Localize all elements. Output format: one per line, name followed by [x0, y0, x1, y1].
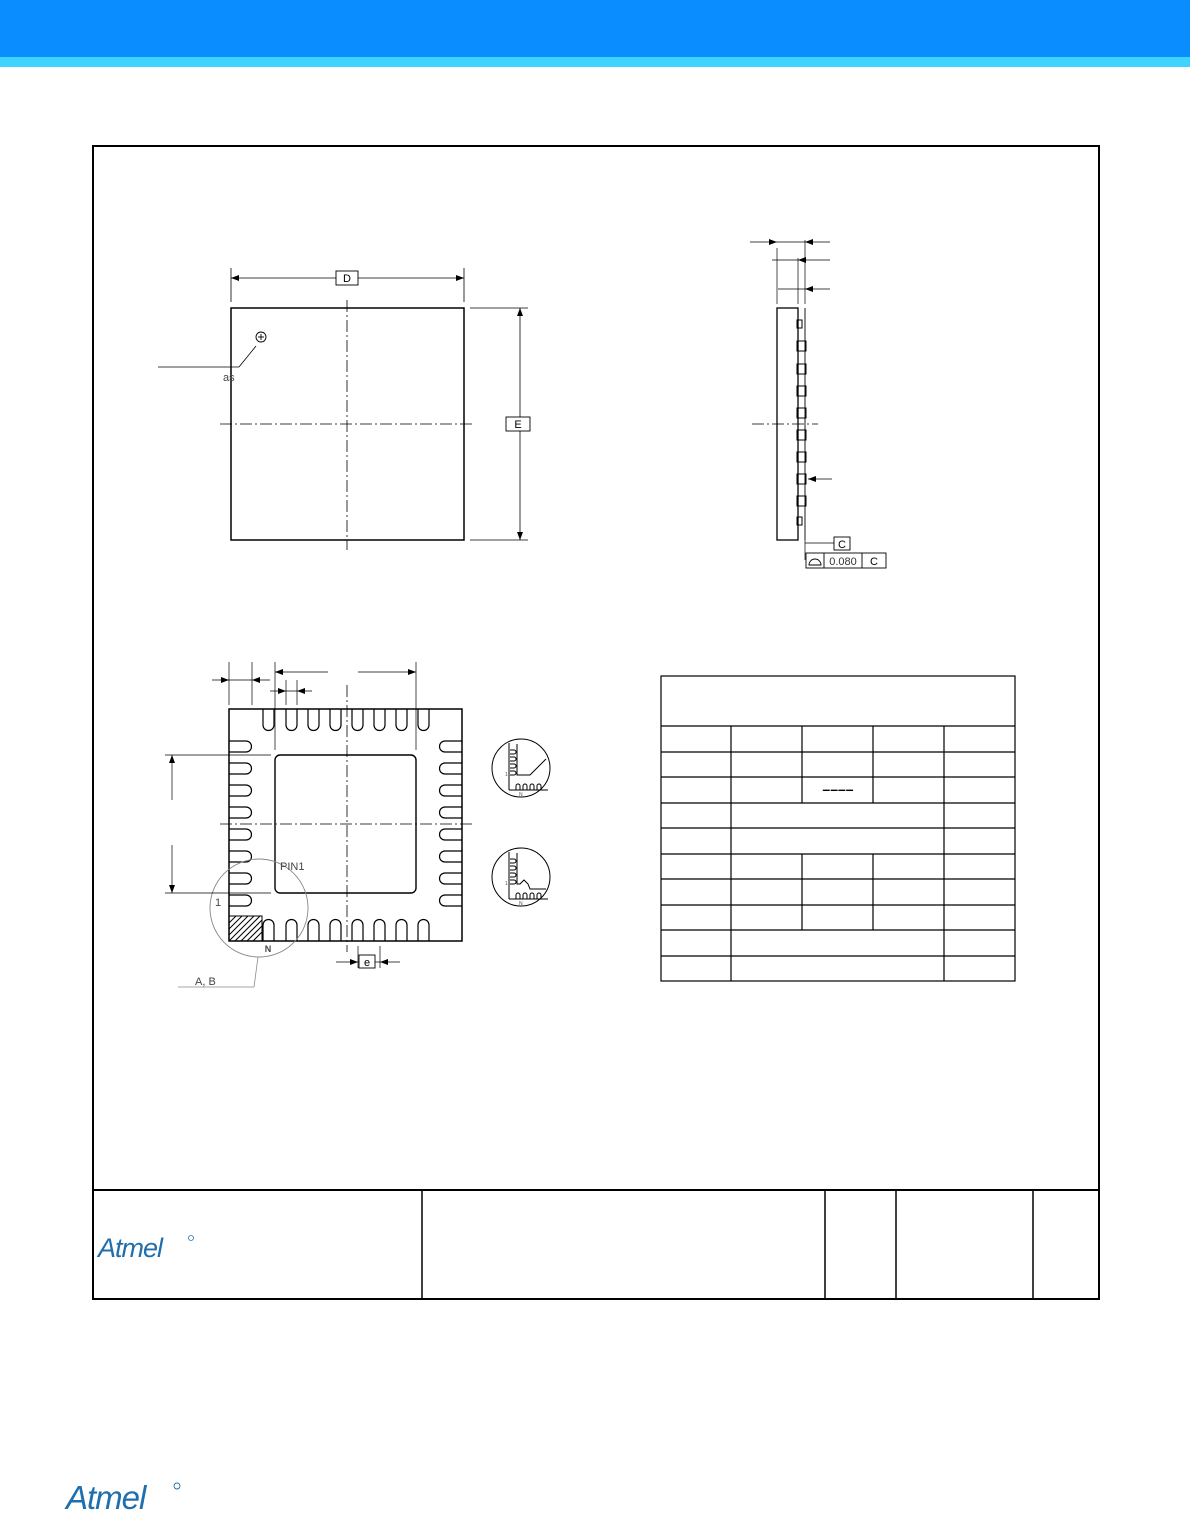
title-block-logo	[96, 1233, 194, 1263]
detail-a-pin-number: 1	[505, 772, 508, 778]
corner-letter: N	[264, 944, 272, 954]
detail-b-pin-number: 1	[505, 881, 508, 887]
pin1-number: 1	[215, 897, 222, 909]
detail-a-corner-letter: N	[519, 792, 523, 798]
table-dash: ––––	[822, 781, 854, 797]
detail-view-a	[492, 739, 550, 797]
left-pads	[229, 741, 252, 906]
bottom-view	[165, 662, 472, 987]
pin1-mark-label: as	[223, 372, 235, 384]
top-view	[158, 268, 530, 550]
pitch-label: e	[363, 957, 371, 969]
dimension-table	[661, 676, 1015, 981]
footer-logo	[62, 1476, 192, 1520]
detail-label: A, B	[195, 976, 216, 988]
title-block-cells	[422, 1190, 1033, 1299]
bottom-view-body	[229, 709, 462, 941]
pin1-label: PIN1	[280, 861, 305, 873]
detail-b-corner-letter: N	[519, 901, 523, 907]
dim-d-label: D	[343, 273, 351, 285]
right-pads	[440, 741, 462, 906]
tolerance-datum: C	[870, 556, 878, 568]
top-pads	[263, 709, 429, 731]
pin1-hatch	[229, 916, 262, 941]
datum-c-label: C	[838, 539, 846, 551]
bottom-pads	[263, 920, 429, 942]
detail-circle	[210, 859, 308, 957]
dim-e-label: E	[514, 419, 522, 431]
drawing-frame	[93, 146, 1099, 1299]
tolerance-value: 0.080	[829, 556, 857, 568]
title-block-logo-text: Atmel	[98, 1233, 163, 1263]
footer-logo-text: Atmel	[66, 1479, 146, 1516]
detail-view-b	[492, 848, 550, 906]
side-view	[750, 239, 886, 568]
